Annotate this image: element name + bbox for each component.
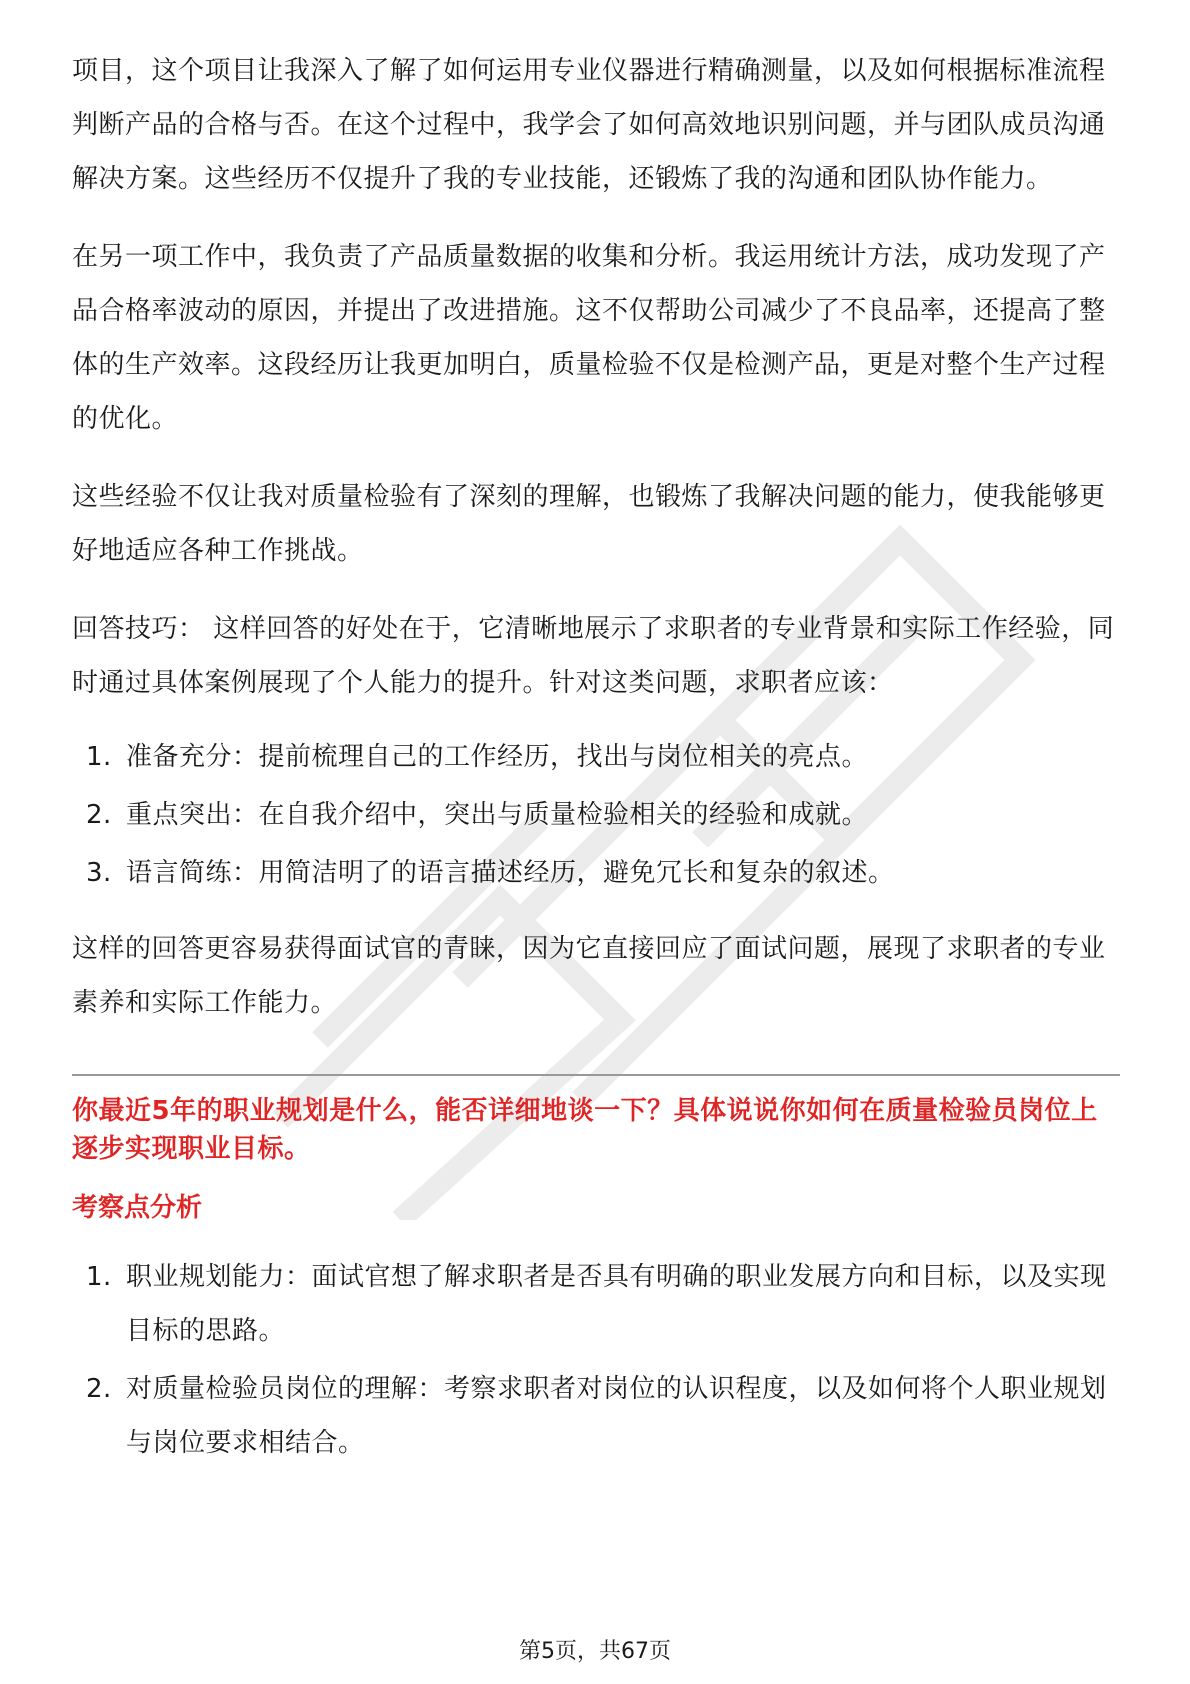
page-footer: 第5页，共67页 (519, 1639, 671, 1664)
paragraph-closing: 这样的回答更容易获得面试官的青睐，因为它直接回应了面试问题，展现了求职者的专业素养和实际工作能力。 (72, 934, 1106, 1018)
section-divider (72, 1074, 1120, 1076)
list-item-text: 重点突出：在自我介绍中，突出与质量检验相关的经验和成就。 (126, 800, 869, 830)
list-item-text: 职业规划能力：面试官想了解求职者是否具有明确的职业发展方向和目标，以及实现目标的思路。 (126, 1262, 1107, 1346)
list-item-number: 2. (86, 1374, 112, 1404)
list-item (72, 788, 1120, 842)
list-item (72, 730, 1120, 784)
analysis-heading: 考察点分析 (72, 1193, 203, 1223)
paragraph-project-experience: 项目，这个项目让我深入了解了如何运用专业仪器进行精确测量，以及如何根据标准流程判断产品的合格与否。在这个过程中，我学会了如何高效地识别问题，并与团队成员沟通解决方案。这些经历不仅提升了我的专业技能，还锻炼了我的沟通和团队协作能力。 (72, 56, 1106, 194)
list-item-number: 2. (86, 800, 112, 830)
paragraph-data-analysis: 在另一项工作中，我负责了产品质量数据的收集和分析。我运用统计方法，成功发现了产品合格率波动的原因，并提出了改进措施。这不仅帮助公司减少了不良品率，还提高了整体的生产效率。这段经历让我更加明白，质量检验不仅是检测产品，更是对整个生产过程的优化。 (72, 242, 1106, 434)
list-item-text: 准备充分：提前梳理自己的工作经历，找出与岗位相关的亮点。 (126, 742, 869, 772)
list-item (72, 1362, 1120, 1470)
list-item-number: 3. (86, 858, 112, 888)
list-item (72, 1250, 1120, 1358)
list-item-number: 1. (86, 1262, 112, 1292)
list-item-text: 语言简练：用简洁明了的语言描述经历，避免冗长和复杂的叙述。 (126, 858, 895, 888)
question-title: 你最近5年的职业规划是什么，能否详细地谈一下？具体说说你如何在质量检验员岗位上逐步实现职业目标。 (72, 1096, 1098, 1164)
list-item (72, 846, 1120, 900)
list-item-number: 1. (86, 742, 112, 772)
paragraph-answer-tips: 回答技巧： 这样回答的好处在于，它清晰地展示了求职者的专业背景和实际工作经验，同时通过具体案例展现了个人能力的提升。针对这类问题，求职者应该： (72, 614, 1115, 698)
analysis-list (72, 1250, 1120, 1470)
document-page (72, 44, 1120, 1492)
paragraph-experience-summary: 这些经验不仅让我对质量检验有了深刻的理解，也锻炼了我解决问题的能力，使我能够更好地适应各种工作挑战。 (72, 482, 1106, 566)
list-item-text: 对质量检验员岗位的理解：考察求职者对岗位的认识程度，以及如何将个人职业规划与岗位要求相结合。 (126, 1374, 1107, 1458)
tips-list (72, 730, 1120, 900)
